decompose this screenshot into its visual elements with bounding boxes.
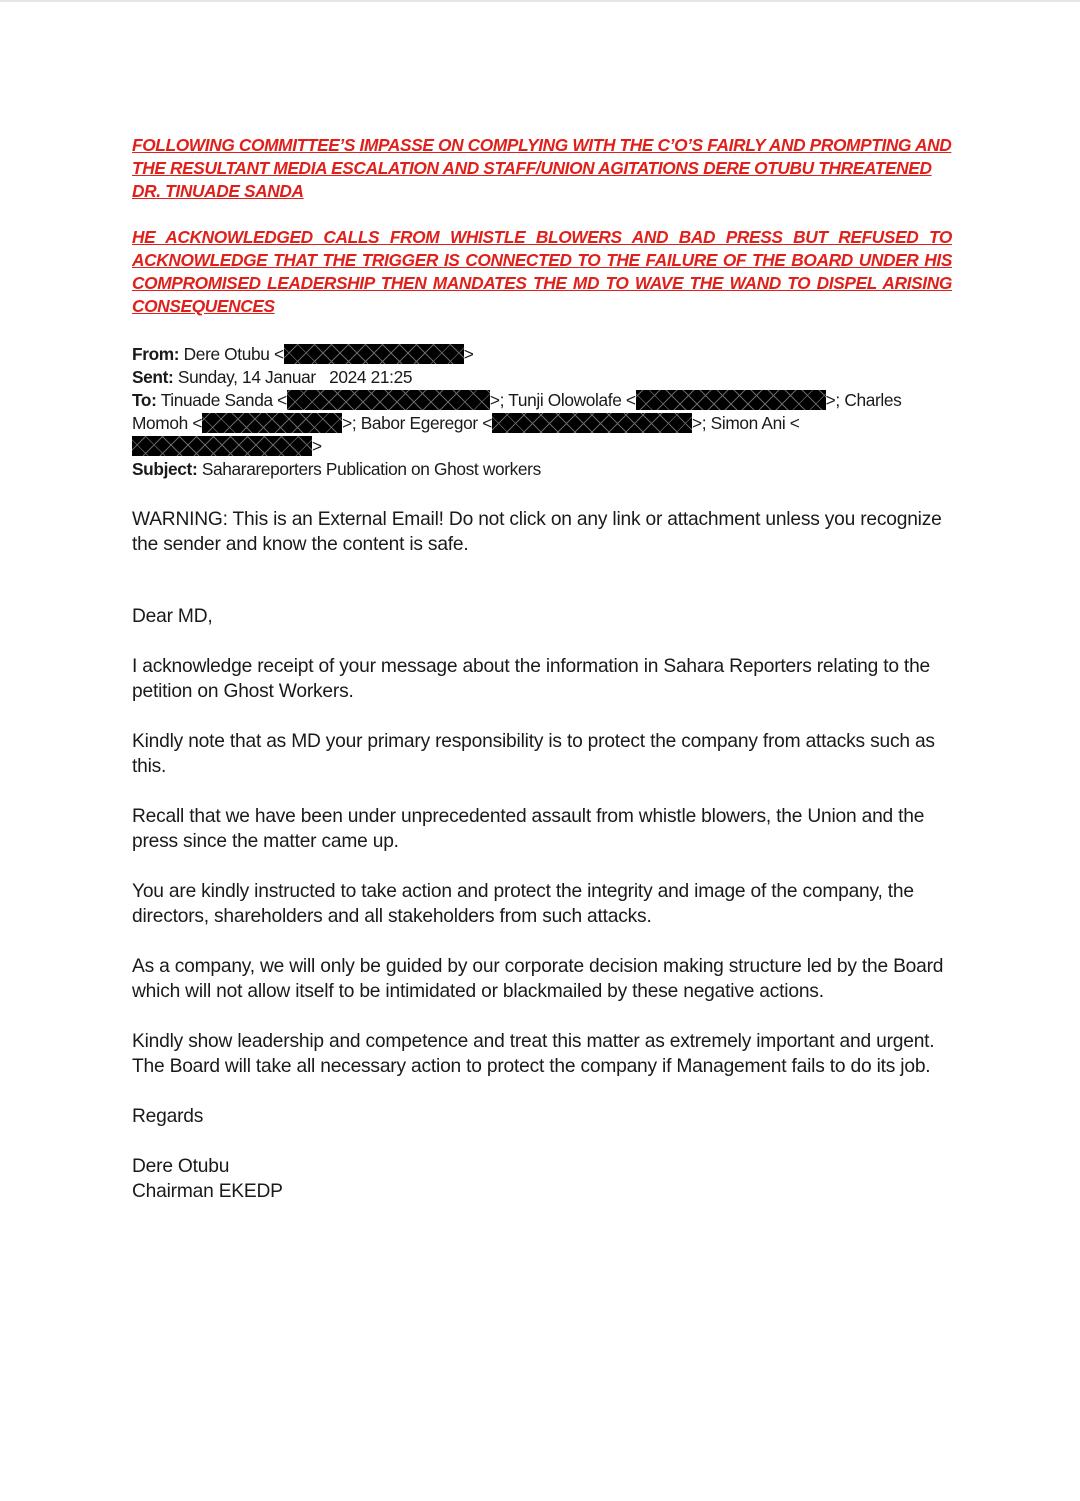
external-warning: WARNING: This is an External Email! Do not click on any link or attachment unless you recognize the sender and know the content is safe. [132, 509, 942, 555]
document-page [132, 134, 952, 1204]
subject-line [132, 458, 952, 481]
sent-line [132, 366, 952, 389]
sent-value: Sunday, 14 Januar 2024 21:25 [177, 367, 413, 387]
body-paragraph: Kindly show leadership and competence and treat this matter as extremely important and urgent. The Board will take all necessary action to protect the company if Management fails to do its job. [132, 1031, 935, 1077]
body-paragraph: I acknowledge receipt of your message about the information in Sahara Reporters relating to the petition on Ghost Workers. [132, 656, 931, 702]
body-paragraph: As a company, we will only be guided by our corporate decision making structure led by the Board which will not allow itself to be intimidated or blackmailed by these negative actions. [132, 956, 944, 1002]
redacted-email-to-2 [636, 390, 826, 410]
to-recipient-1: Tinuade Sanda < [160, 390, 287, 410]
redacted-email-to-1 [287, 390, 490, 410]
redacted-email-to-5 [132, 436, 312, 456]
from-value: Dere Otubu < [183, 344, 284, 364]
bracket-close: > [312, 436, 322, 456]
email-header-block [132, 343, 952, 481]
signature-name: Dere Otubu [132, 1156, 230, 1177]
redacted-email-from [284, 344, 464, 364]
subject-label: Subject: [132, 459, 198, 479]
from-line [132, 343, 952, 366]
redacted-email-to-4 [492, 413, 692, 433]
sent-label: Sent: [132, 367, 174, 387]
body-paragraph: Recall that we have been under unprecedented assault from whistle blowers, the Union and the press since the matter came up. [132, 806, 925, 852]
to-recipient-4: >; Babor Egeregor < [342, 413, 493, 433]
to-recipient-3: >; Charles Momoh < [132, 390, 902, 433]
red-heading-1: FOLLOWING COMMITTEE’S IMPASSE ON COMPLYING WITH THE C’O’S FAIRLY AND PROMPTING AND THE RESULTANT MEDIA ESCALATION AND STAFF/UNION AGITATIONS DERE OTUBU THREATENED DR. TINUADE SANDA [132, 135, 952, 201]
subject-value: Saharareporters Publication on Ghost workers [201, 459, 541, 479]
to-line [132, 389, 952, 458]
top-border [0, 0, 1080, 2]
from-label: From: [132, 344, 180, 364]
salutation: Dear MD, [132, 606, 213, 627]
email-body [132, 507, 952, 1204]
red-heading-2: HE ACKNOWLEDGED CALLS FROM WHISTLE BLOWERS AND BAD PRESS BUT REFUSED TO ACKNOWLEDGE THAT THE TRIGGER IS CONNECTED TO THE FAILURE OF THE BOARD UNDER HIS COMPROMISED LEADERSHIP THEN MANDATES THE MD TO WAVE THE WAND TO DISPEL ARISING CONSEQUENCES [132, 227, 952, 316]
closing: Regards [132, 1106, 204, 1127]
to-recipient-2: >; Tunji Olowolafe < [489, 390, 636, 410]
body-paragraph: Kindly note that as MD your primary responsibility is to protect the company from attacks such as this. [132, 731, 935, 777]
body-paragraph: You are kindly instructed to take action and protect the integrity and image of the company, the directors, shareholders and all stakeholders from such attacks. [132, 881, 914, 927]
signature-title: Chairman EKEDP [132, 1181, 283, 1202]
to-recipient-5: >; Simon Ani < [692, 413, 800, 433]
bracket-close: > [463, 344, 474, 364]
redacted-email-to-3 [202, 413, 342, 433]
to-label: To: [132, 390, 157, 410]
